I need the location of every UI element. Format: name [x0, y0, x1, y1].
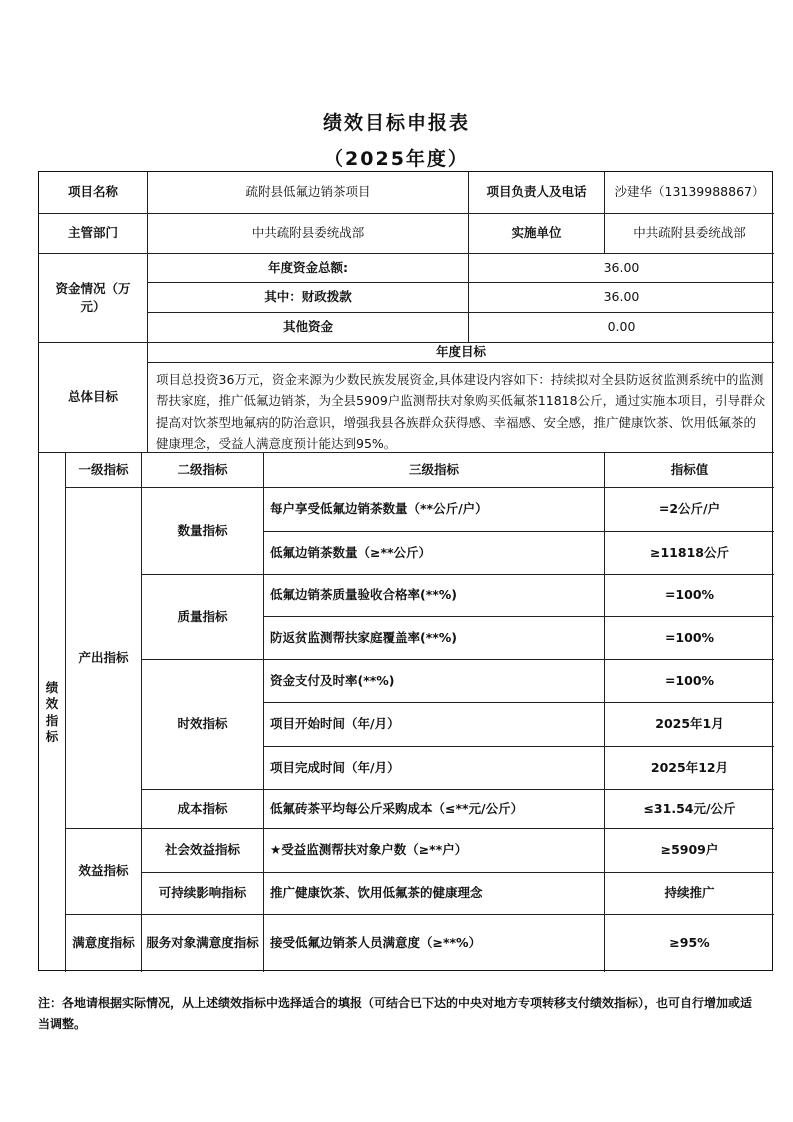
level2-cost: 成本指标 [142, 790, 264, 829]
indicator-value: ≥11818公斤 [605, 532, 774, 575]
indicator-value: =100% [605, 617, 774, 660]
value-header: 指标值 [605, 453, 774, 488]
annual-goal-text: 项目总投资36万元，资金来源为少数民族发展资金,具体建设内容如下：持续拟对全县防返贫监测系统中的监测帮扶家庭，推广低氟边销茶，为全县5909户监测帮扶对象购买低氟茶11818公斤，通过实施本项目，引导群众提高对饮茶型地氟病的防治意识，增强我县各族群众获得感、幸福感、安全感，推广健康饮茶、饮用低氟茶的健康理念，受益人满意度预计能达到95%。 [148, 363, 774, 453]
indicator-value: =100% [605, 660, 774, 703]
level2-quality: 质量指标 [142, 575, 264, 660]
level3-item: 防返贫监测帮扶家庭覆盖率(**%) [264, 617, 605, 660]
level1-output: 产出指标 [66, 488, 142, 829]
indicator-value: =2公斤/户 [605, 488, 774, 532]
indicator-value: ≤31.54元/公斤 [605, 790, 774, 829]
level3-item: 低氟边销茶数量（≥**公斤） [264, 532, 605, 575]
level3-item: 资金支付及时率(**%) [264, 660, 605, 703]
footnote: 注：各地请根据实际情况，从上述绩效指标中选择适合的填报（可结合已下达的中央对地方专项转移支付绩效指标），也可自行增加或适当调整。 [38, 996, 753, 1031]
level3-item: ★受益监测帮扶对象户数（≥**户） [264, 829, 605, 873]
level3-item: 项目开始时间（年/月） [264, 703, 605, 747]
level3-item: 每户享受低氟边销茶数量（**公斤/户） [264, 488, 605, 532]
project-leader-label: 项目负责人及电话 [469, 172, 605, 214]
level3-header: 三级指标 [264, 453, 605, 488]
level2-timeliness: 时效指标 [142, 660, 264, 790]
funds-fiscal-label: 其中：财政拨款 [148, 283, 469, 313]
indicator-value: 2025年12月 [605, 747, 774, 790]
impl-unit-value: 中共疏附县委统战部 [605, 214, 774, 254]
dept-label: 主管部门 [39, 214, 148, 254]
level1-header: 一级指标 [66, 453, 142, 488]
level3-item: 接受低氟边销茶人员满意度（≥**%） [264, 915, 605, 972]
level2-header: 二级指标 [142, 453, 264, 488]
indicator-value: 2025年1月 [605, 703, 774, 747]
page-title: 绩效目标申报表 [322, 112, 470, 134]
project-name-label: 项目名称 [39, 172, 148, 214]
funds-label: 资金情况（万元） [39, 254, 148, 343]
impl-unit-label: 实施单位 [469, 214, 605, 254]
level2-social-benefit: 社会效益指标 [142, 829, 264, 873]
project-name-value: 疏附县低氟边销茶项目 [148, 172, 469, 214]
level3-item: 低氟砖茶平均每公斤采购成本（≤**元/公斤） [264, 790, 605, 829]
year-subtitle: （2025年度） [324, 148, 469, 170]
level3-item: 低氟边销茶质量验收合格率(**%) [264, 575, 605, 617]
level2-service-satisfaction: 服务对象满意度指标 [142, 915, 264, 972]
indicator-value: 持续推广 [605, 873, 774, 915]
level3-item: 推广健康饮茶、饮用低氟茶的健康理念 [264, 873, 605, 915]
level2-quantity: 数量指标 [142, 488, 264, 575]
level1-benefit: 效益指标 [66, 829, 142, 915]
funds-total-label: 年度资金总额: [148, 254, 469, 283]
dept-value: 中共疏附县委统战部 [148, 214, 469, 254]
performance-indicators-label: 绩效指标 [39, 453, 66, 972]
funds-fiscal-value: 36.00 [469, 283, 774, 313]
level1-satisfaction: 满意度指标 [66, 915, 142, 972]
funds-other-label: 其他资金 [148, 313, 469, 343]
overall-goal-label: 总体目标 [39, 343, 148, 453]
indicator-value: ≥5909户 [605, 829, 774, 873]
indicator-value: =100% [605, 575, 774, 617]
indicator-value: ≥95% [669, 935, 710, 951]
project-leader-value: 沙建华（13139988867） [605, 172, 774, 214]
level3-item: 项目完成时间（年/月） [264, 747, 605, 790]
funds-other-value: 0.00 [469, 313, 774, 343]
annual-goal-header: 年度目标 [148, 343, 774, 363]
form-table [38, 171, 773, 971]
level2-sustainable-impact: 可持续影响指标 [142, 873, 264, 915]
funds-total-value: 36.00 [469, 254, 774, 283]
